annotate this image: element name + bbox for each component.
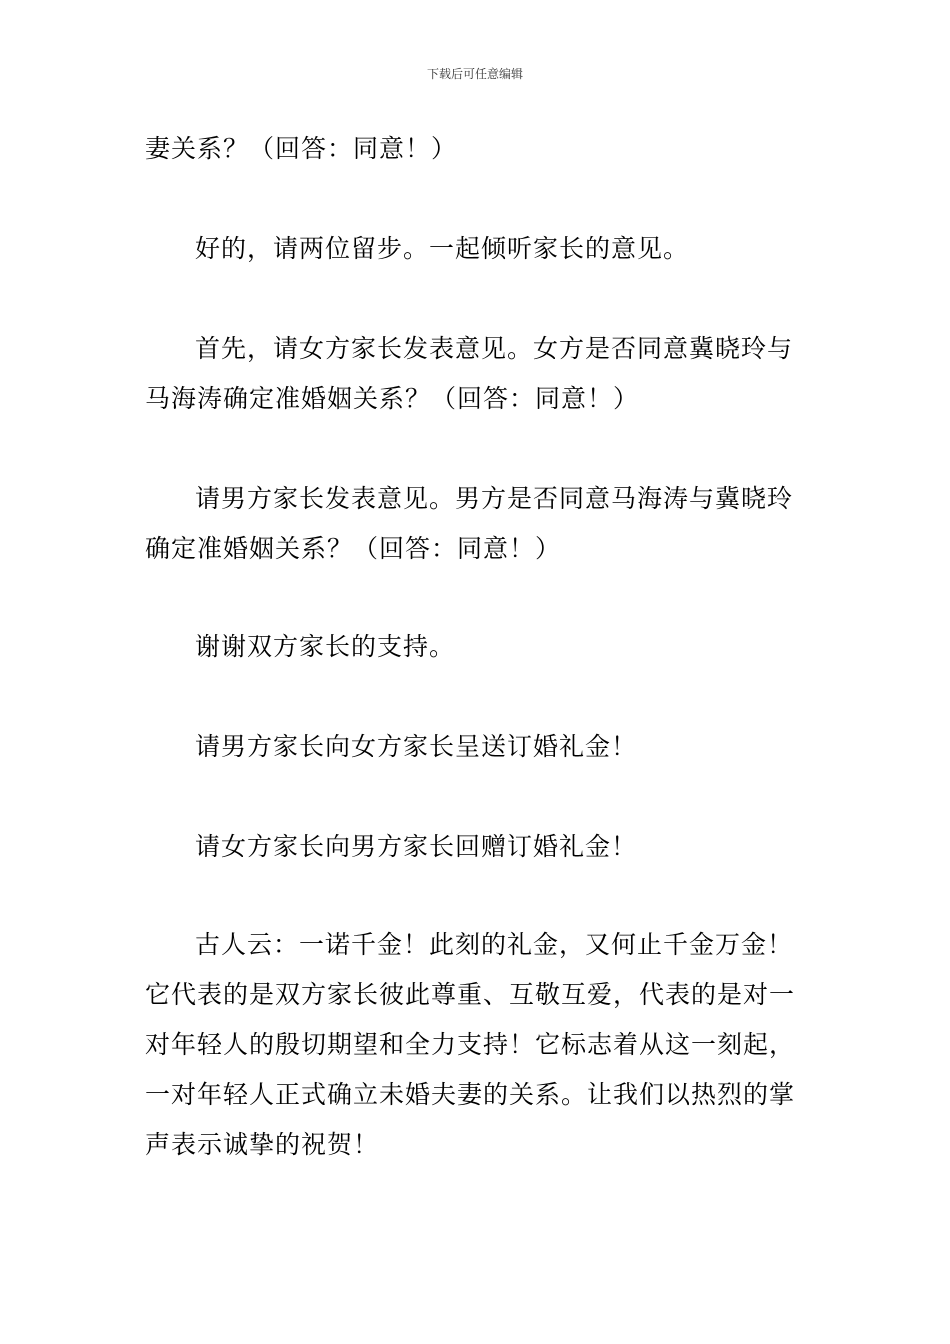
paragraph-3 xyxy=(145,324,810,424)
text-line: 对年轻人的殷切期望和全力支持！它标志着从这一刻起， xyxy=(145,1030,796,1059)
text-line: 请男方家长发表意见。男方是否同意马海涛与冀晓玲 xyxy=(195,484,794,513)
text-line: 马海涛确定准婚姻关系？（回答：同意！） xyxy=(145,384,640,413)
text-line: 一对年轻人正式确立未婚夫妻的关系。让我们以热烈的掌 xyxy=(145,1080,796,1109)
text-line: 请女方家长向男方家长回赠订婚礼金！ xyxy=(195,832,638,861)
paragraph-8 xyxy=(145,920,810,1170)
text-line: 妻关系？（回答：同意！） xyxy=(145,134,458,163)
paragraph-4 xyxy=(145,474,810,574)
paragraph-6 xyxy=(145,722,810,772)
paragraph-7 xyxy=(145,822,810,872)
text-line: 确定准婚姻关系？（回答：同意！） xyxy=(145,534,562,563)
paragraph-5 xyxy=(145,622,810,672)
paragraph-2 xyxy=(145,224,810,274)
text-line: 请男方家长向女方家长呈送订婚礼金！ xyxy=(195,732,638,761)
text-line: 好的，请两位留步。一起倾听家长的意见。 xyxy=(195,234,690,263)
text-line: 声表示诚挚的祝贺！ xyxy=(145,1130,380,1159)
paragraph-1 xyxy=(145,124,810,174)
page-header: 下载后可任意编辑 xyxy=(426,67,523,81)
text-line: 古人云：一诺千金！此刻的礼金，又何止千金万金！ xyxy=(195,930,794,959)
text-line: 谢谢双方家长的支持。 xyxy=(195,632,456,661)
text-line: 它代表的是双方家长彼此尊重、互敬互爱，代表的是对一 xyxy=(145,980,796,1009)
text-line: 首先，请女方家长发表意见。女方是否同意冀晓玲与 xyxy=(195,334,794,363)
